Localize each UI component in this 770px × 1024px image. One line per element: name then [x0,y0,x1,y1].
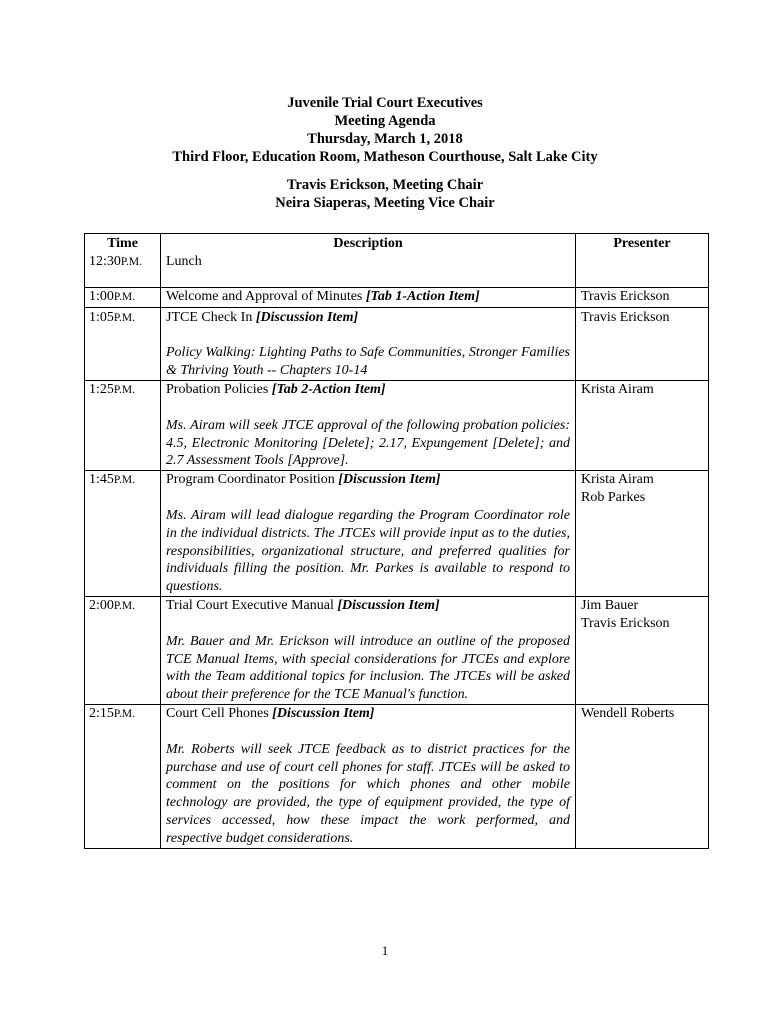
page-number: 1 [381,943,389,958]
table-row [85,380,709,470]
time-cell: 1:05P.M. [85,307,161,380]
presenter-cell [576,704,709,848]
presenter-name: Travis Erickson [581,309,670,325]
presenter-cell [576,471,709,597]
description-cell [161,596,576,704]
time-cell: 1:00P.M. [85,287,161,307]
presenter-cell [576,380,709,470]
column-header-presenter: Presenter [576,234,709,253]
item-description: Mr. Roberts will seek JTCE feedback as to district practices for the purchase and use of court cell phones for staff. JTCEs will be asked to comment on the positions for which phones and other mobile technology are provided, the type of equipment provided, the type of services accessed, how these impact the work performed, and respective budget considerations. [166,741,570,846]
item-tag: [Discussion Item] [272,705,375,721]
time-cell: 12:30P.M. [85,253,161,288]
meeting-chair: Travis Erickson, Meeting Chair [286,177,484,193]
description-cell [161,253,576,288]
presenter-cell [576,596,709,704]
description-cell [161,307,576,380]
agenda-table [84,233,709,849]
presenter-name: Rob Parkes [581,489,646,505]
description-cell [161,704,576,848]
item-title: Trial Court Executive Manual [166,597,338,613]
table-row [85,253,709,288]
item-tag: [Discussion Item] [337,597,440,613]
item-title: Lunch [166,253,202,269]
item-tag: [Discussion Item] [338,472,441,488]
item-description: Policy Walking: Lighting Paths to Safe Communities, Stronger Families & Thriving Youth -- Chapters 10-14 [166,345,570,379]
presenter-name: Jim Bauer [581,597,639,613]
agenda-header [0,94,770,212]
item-tag: [Tab 2-Action Item] [271,381,386,397]
description-cell [161,471,576,597]
time-cell: 2:15P.M. [85,704,161,848]
time-cell: 2:00P.M. [85,596,161,704]
committee-name: Juvenile Trial Court Executives [287,95,483,111]
time-cell: 1:45P.M. [85,471,161,597]
presenter-name: Krista Airam [581,472,654,488]
presenter-name: Wendell Roberts [581,705,675,721]
table-row [85,471,709,597]
table-row [85,287,709,307]
column-header-description: Description [161,234,576,253]
column-header-time: Time [85,234,161,253]
table-row [85,596,709,704]
table-row [85,704,709,848]
presenter-cell [576,287,709,307]
item-title: Program Coordinator Position [166,472,339,488]
item-description: Ms. Airam will lead dialogue regarding the Program Coordinator role in the individual districts. The JTCEs will provide input as to the duties, responsibilities, organizational structure, and preferred qualities for individuals filling the position. Mr. Parkes is available to respond to questions. [166,507,570,595]
time-cell: 1:25P.M. [85,380,161,470]
item-title: Welcome and Approval of Minutes [166,288,366,304]
presenter-name: Travis Erickson [581,615,670,631]
description-cell [161,287,576,307]
table-row [85,307,709,380]
item-title: Probation Policies [166,381,272,397]
presenter-name: Krista Airam [581,381,654,397]
item-description: Mr. Bauer and Mr. Erickson will introduce an outline of the proposed TCE Manual Items, with special considerations for JTCEs and explore with the Team additional topics for inclusion. The JTCEs will be asked about their preference for the TCE Manual's function. [166,633,570,703]
presenter-name: Travis Erickson [581,288,670,304]
item-title: Court Cell Phones [166,705,273,721]
meeting-date: Thursday, March 1, 2018 [307,131,463,147]
item-description: Ms. Airam will seek JTCE approval of the following probation policies: 4.5, Electronic Monitoring [Delete]; 2.17, Expungement [Delete]; and 2.7 Assessment Tools [Approve]. [166,417,570,469]
meeting-vice-chair: Neira Siaperas, Meeting Vice Chair [275,195,495,211]
document-title: Meeting Agenda [334,113,436,129]
item-tag: [Discussion Item] [255,309,359,325]
description-cell [161,380,576,470]
table-header-row [85,234,709,253]
meeting-location: Third Floor, Education Room, Matheson Courthouse, Salt Lake City [172,149,598,165]
item-title: JTCE Check In [166,309,256,325]
presenter-cell [576,253,709,288]
presenter-cell [576,307,709,380]
item-tag: [Tab 1-Action Item] [365,288,480,304]
